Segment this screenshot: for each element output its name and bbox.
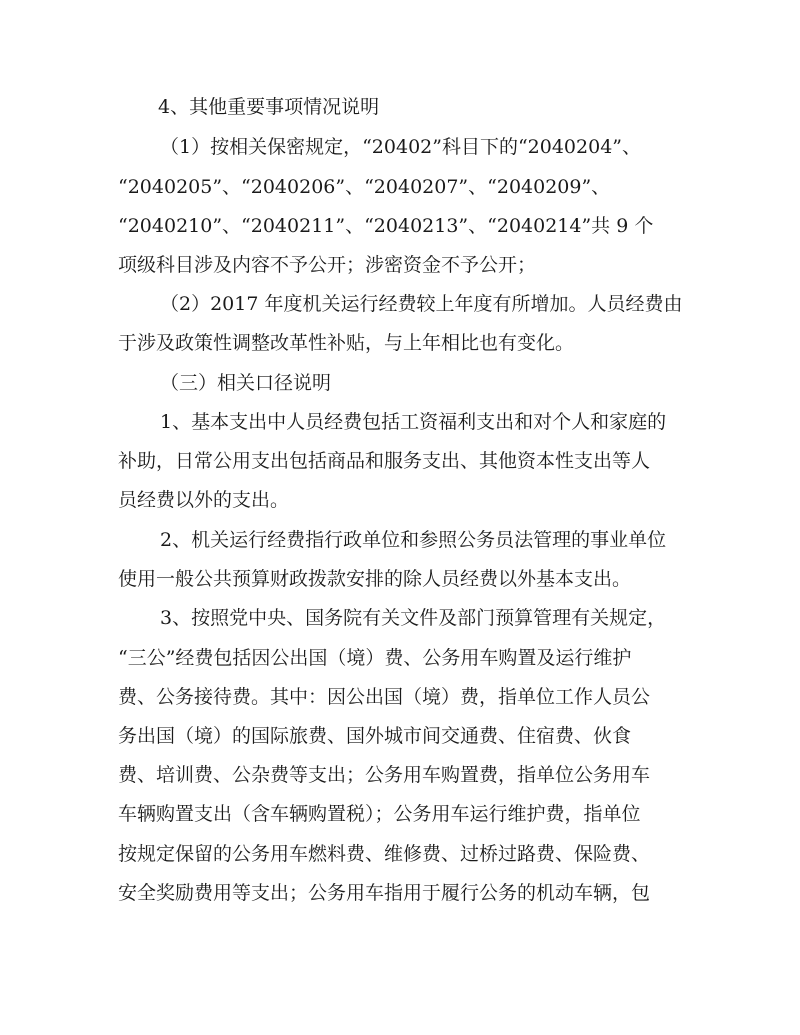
paragraph-line: 费、培训费、公杂费等支出；公务用车购置费，指单位公务用车: [118, 764, 651, 786]
paragraph-line: 员经费以外的支出。: [118, 489, 290, 511]
paragraph-line: 补助，日常公用支出包括商品和服务支出、其他资本性支出等人: [118, 450, 651, 472]
paragraph-line: 项级科目涉及内容不予公开；涉密资金不予公开；: [118, 254, 537, 276]
section-heading: （三）相关口径说明: [160, 372, 332, 394]
paragraph-line: 使用一般公共预算财政拨款安排的除人员经费以外基本支出。: [118, 568, 632, 590]
paragraph-line: 3、按照党中央、国务院有关文件及部门预算管理有关规定，: [160, 607, 667, 629]
paragraph-line: “2040210”、“2040211”、“2040213”、“2040214”共 9 个: [118, 215, 654, 237]
paragraph-line: 车辆购置支出（含车辆购置税）；公务用车运行维护费，指单位: [118, 803, 641, 825]
paragraph-line: 于涉及政策性调整改革性补贴，与上年相比也有变化。: [118, 332, 575, 354]
paragraph-line: 费、公务接待费。其中：因公出国（境）费，指单位工作人员公: [118, 686, 651, 708]
paragraph-line: 1、基本支出中人员经费包括工资福利支出和对个人和家庭的: [160, 411, 667, 433]
paragraph-line: “2040205”、“2040206”、“2040207”、“2040209”、: [118, 176, 611, 198]
paragraph-line: 2、机关运行经费指行政单位和参照公务员法管理的事业单位: [160, 529, 667, 551]
paragraph-line: 安全奖励费用等支出；公务用车指用于履行公务的机动车辆，包: [118, 882, 651, 904]
paragraph-line: （1）按相关保密规定，“20402”科目下的“2040204”、: [160, 136, 642, 158]
paragraph-line: （2）2017 年度机关运行经费较上年度有所增加。人员经费由: [160, 293, 683, 315]
section-heading: 4、其他重要事项情况说明: [158, 96, 380, 118]
paragraph-line: 务出国（境）的国际旅费、国外城市间交通费、住宿费、伙食: [118, 725, 632, 747]
paragraph-line: “三公”经费包括因公出国（境）费、公务用车购置及运行维护: [118, 647, 632, 669]
paragraph-line: 按规定保留的公务用车燃料费、维修费、过桥过路费、保险费、: [118, 843, 651, 865]
